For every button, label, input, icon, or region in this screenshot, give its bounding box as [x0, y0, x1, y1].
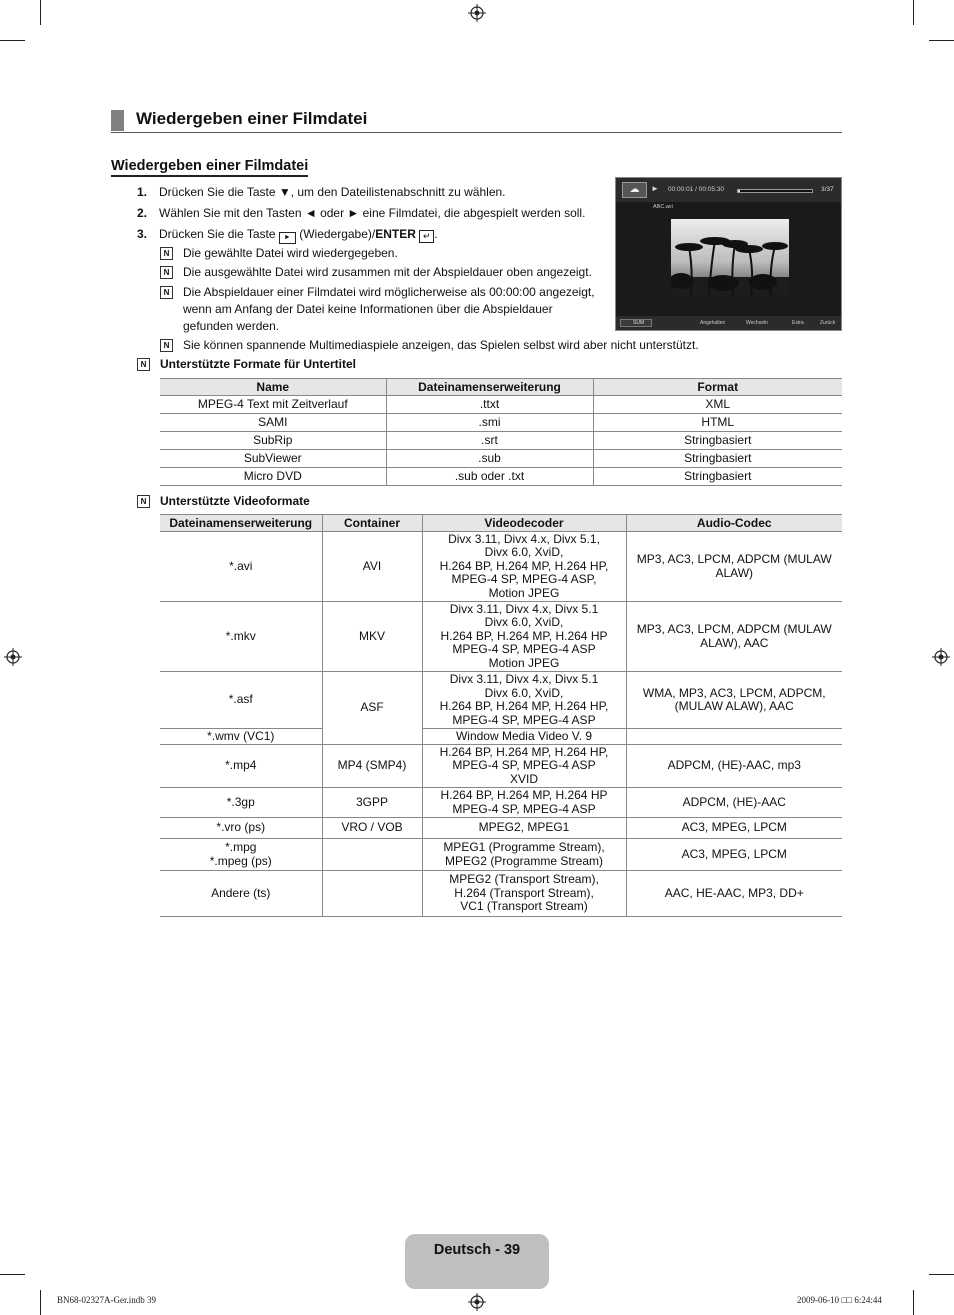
cell-line: *.mp4 [225, 758, 257, 773]
cell-line: *.wmv (VC1) [207, 728, 275, 743]
cell-line: AC3, MPEG, LPCM [681, 820, 787, 835]
cell-line: Andere (ts) [211, 885, 271, 900]
note-text: Sie können spannende Multimediaspiele anzeigen, das Spielen selbst wird aber nicht unterstützt. [183, 338, 699, 352]
table-row [160, 396, 842, 414]
table-row [160, 729, 842, 745]
table-cell [422, 532, 626, 602]
cell-line: MPEG-4 SP, MPEG-4 ASP, [451, 572, 597, 587]
note-text: Unterstützte Videoformate [160, 494, 310, 508]
screen-top-bar [616, 178, 841, 202]
table-row [160, 432, 842, 450]
cell-line: *.mpg [225, 840, 257, 854]
table-row [160, 414, 842, 432]
cell-line: MPEG-4 SP, MPEG-4 ASP [452, 801, 596, 816]
note-icon: N [160, 339, 173, 352]
note [160, 284, 610, 336]
cell-line: Divx 3.11, Divx 4.x, Divx 5.1 [449, 601, 599, 616]
table-cell [422, 745, 626, 788]
video-frame-palm-trees [671, 219, 789, 296]
table-cell [322, 871, 422, 917]
note-icon: N [137, 495, 150, 508]
crop-mark [929, 40, 954, 41]
column-header: Dateinamenserweiterung [160, 515, 322, 532]
cell-line: ALAW), AAC [700, 635, 769, 650]
table-row [160, 450, 842, 468]
cell-line: MPEG-4 SP, MPEG-4 ASP [452, 758, 596, 773]
cell-line: *.mkv [225, 628, 256, 643]
step-number: 1. [137, 185, 148, 199]
cell-line: *.3gp [226, 794, 255, 809]
playback-time: 00:00:01 / 00:05:30 [668, 186, 725, 193]
table-cell [160, 745, 322, 788]
table-cell: Stringbasiert [593, 432, 842, 450]
column-header: Container [322, 515, 422, 532]
table-row [160, 468, 842, 486]
cell-line: H.264 (Transport Stream), [454, 885, 594, 900]
table-row [160, 871, 842, 917]
extra-hint: Extra [792, 320, 804, 326]
progress-bar [737, 189, 813, 193]
enter-label: ENTER [375, 227, 416, 241]
registration-mark-icon [468, 4, 486, 22]
table-cell [160, 818, 322, 839]
table-cell [422, 788, 626, 818]
return-hint: Zurück [820, 320, 836, 326]
table-cell: Stringbasiert [593, 468, 842, 486]
table-cell [626, 729, 842, 745]
cell-line: Motion JPEG [488, 585, 560, 600]
cell-line: MP3, AC3, LPCM, ADPCM (MULAW [636, 552, 832, 566]
cell-line: Motion JPEG [488, 655, 560, 670]
column-header: Dateinamenserweiterung [386, 379, 593, 396]
sum-label: SUM [620, 319, 652, 327]
table-cell: .sub oder .txt [386, 468, 593, 486]
table-row [160, 745, 842, 788]
table-cell [626, 818, 842, 839]
table-cell: SAMI [160, 414, 386, 432]
table-cell [422, 602, 626, 672]
cell-line: MP3, AC3, LPCM, ADPCM (MULAW [636, 622, 832, 636]
screen-bottom-bar [616, 316, 841, 330]
note-text: wenn am Anfang der Datei keine Informationen über die Abspieldauer [183, 302, 553, 316]
table-cell: 3GPP [322, 788, 422, 818]
table-cell: MP4 (SMP4) [322, 745, 422, 788]
note-text: gefunden werden. [183, 319, 280, 333]
palm-trees-image [671, 219, 789, 296]
note-icon: N [160, 247, 173, 260]
step-text: Drücken Sie die Taste ▼, um den Dateilistenabschnitt zu wählen. [159, 185, 506, 199]
note-text: Die gewählte Datei wird wiedergegeben. [183, 246, 398, 260]
cell-line: MPEG1 (Programme Stream), [443, 840, 605, 854]
table-row [160, 839, 842, 871]
table-cell [626, 745, 842, 788]
registration-mark-icon [4, 648, 22, 666]
cell-line: ADPCM, (HE)-AAC, mp3 [667, 758, 801, 773]
cell-line: ADPCM, (HE)-AAC [682, 794, 786, 809]
table-cell: SubRip [160, 432, 386, 450]
table-cell [626, 532, 842, 602]
table-row [160, 602, 842, 672]
table-cell [160, 672, 322, 729]
progress-fill [738, 190, 740, 192]
section-header [111, 108, 842, 133]
crop-mark [40, 0, 41, 25]
cell-line: *.avi [229, 558, 253, 573]
column-header: Audio-Codec [626, 515, 842, 532]
table-cell [422, 672, 626, 729]
column-header: Name [160, 379, 386, 396]
cell-line: H.264 BP, H.264 MP, H.264 HP, [439, 558, 609, 573]
registration-mark-icon [468, 1293, 486, 1311]
cell-line: (MULAW ALAW), AAC [674, 699, 794, 713]
video-formats-table [160, 514, 842, 917]
cell-line: MPEG2, MPEG1 [478, 820, 570, 835]
table-cell: HTML [593, 414, 842, 432]
table-cell [160, 788, 322, 818]
cell-line: *.asf [228, 692, 253, 707]
crop-mark [929, 1274, 954, 1275]
table-cell [160, 532, 322, 602]
column-header: Videodecoder [422, 515, 626, 532]
print-slug-right: 2009-06-10 □□ 6:24:44 [797, 1295, 882, 1305]
step-text-part: Drücken Sie die Taste [159, 227, 276, 241]
cell-line: MPEG2 (Transport Stream), [449, 872, 599, 887]
table-cell [626, 602, 842, 672]
table-cell [160, 602, 322, 672]
cell-line: XVID [509, 771, 538, 786]
step-text-part: . [434, 227, 438, 241]
section-header-bar [111, 110, 124, 131]
crop-mark [0, 1274, 25, 1275]
table-cell [626, 672, 842, 729]
step-number: 2. [137, 206, 148, 220]
play-button-icon: ► [279, 232, 296, 244]
subsection-title: Wiedergeben einer Filmdatei [111, 158, 308, 177]
registration-mark-icon [932, 648, 950, 666]
table-cell [160, 729, 322, 745]
table-cell [422, 818, 626, 839]
table-cell [322, 839, 422, 871]
note-icon: N [160, 266, 173, 279]
subtitle-formats-table [160, 378, 842, 486]
table-row [160, 532, 842, 602]
table-cell: MPEG-4 Text mit Zeitverlauf [160, 396, 386, 414]
table-row [160, 788, 842, 818]
table-cell: .smi [386, 414, 593, 432]
crop-mark [913, 0, 914, 25]
table-cell: Stringbasiert [593, 450, 842, 468]
step-text: Wählen Sie mit den Tasten ◄ oder ► eine Filmdatei, die abgespielt werden soll. [159, 206, 586, 220]
cell-line: MPEG-4 SP, MPEG-4 ASP [452, 642, 596, 657]
note-icon: N [137, 358, 150, 371]
cell-line: H.264 BP, H.264 MP, H.264 HP, [439, 744, 609, 759]
table-row [160, 672, 842, 729]
table-cell: ASF [322, 672, 422, 745]
pause-hint: Angehalten [700, 320, 726, 326]
table-cell: .sub [386, 450, 593, 468]
cell-line: VC1 (Transport Stream) [460, 899, 588, 914]
table-cell: SubViewer [160, 450, 386, 468]
cell-line: H.264 BP, H.264 MP, H.264 HP [440, 628, 608, 643]
cell-line: AC3, MPEG, LPCM [681, 846, 787, 861]
media-logo-icon: ☁ [622, 182, 647, 198]
change-hint: Wechseln [746, 320, 768, 326]
cell-line: MPEG2 (Programme Stream) [444, 853, 604, 868]
note-icon: N [160, 286, 173, 299]
crop-mark [40, 1290, 41, 1315]
cell-line: MPEG-4 SP, MPEG-4 ASP [452, 712, 596, 727]
column-header: Format [593, 379, 842, 396]
table-cell [626, 871, 842, 917]
cell-line: Divx 6.0, XviD, [484, 685, 564, 700]
print-slug-left: BN68-02327A-Ger.indb 39 [57, 1295, 156, 1305]
cell-line: *.mpeg (ps) [209, 853, 272, 868]
section-title: Wiedergeben einer Filmdatei [136, 109, 368, 128]
cell-line: Divx 6.0, XviD, [484, 615, 564, 630]
table-cell [422, 839, 626, 871]
table-cell [160, 839, 322, 871]
cell-line: Divx 3.11, Divx 4.x, Divx 5.1, [448, 531, 600, 546]
table-cell [626, 839, 842, 871]
cell-line: AAC, HE-AAC, MP3, DD+ [664, 885, 804, 900]
table-cell [626, 788, 842, 818]
cell-line: Divx 6.0, XviD, [484, 545, 564, 560]
cell-line: H.264 BP, H.264 MP, H.264 HP, [439, 699, 609, 713]
step-text-part: (Wiedergabe)/ [299, 227, 376, 241]
table-cell [422, 871, 626, 917]
table-cell: .ttxt [386, 396, 593, 414]
cell-line: WMA, MP3, AC3, LPCM, ADPCM, [642, 685, 826, 700]
tv-screen-preview [615, 177, 842, 331]
table-cell: .srt [386, 432, 593, 450]
crop-mark [913, 1290, 914, 1315]
table-cell: XML [593, 396, 842, 414]
file-count: 3/37 [821, 186, 834, 193]
table-cell [160, 871, 322, 917]
note-text: Die ausgewählte Datei wird zusammen mit der Abspieldauer oben angezeigt. [183, 265, 592, 279]
cell-line: H.264 BP, H.264 MP, H.264 HP [440, 788, 608, 802]
table-row [160, 818, 842, 839]
cell-line: ALAW) [715, 565, 754, 580]
cell-line: *.vro (ps) [216, 820, 266, 835]
table-cell: AVI [322, 532, 422, 602]
table-cell: MKV [322, 602, 422, 672]
page-label: Deutsch - 39 [433, 1242, 521, 1258]
enter-icon: ↵ [419, 230, 434, 243]
play-icon: ► [651, 184, 659, 193]
table-cell: VRO / VOB [322, 818, 422, 839]
table-cell: Micro DVD [160, 468, 386, 486]
note-text: Die Abspieldauer einer Filmdatei wird möglicherweise als 00:00:00 angezeigt, [183, 285, 595, 299]
file-name: ABC.avi [653, 204, 673, 210]
page-number-tab [405, 1234, 549, 1289]
table-cell [422, 729, 626, 745]
crop-mark [0, 40, 25, 41]
step-text [159, 227, 438, 244]
step-number: 3. [137, 227, 148, 241]
cell-line: Window Media Video V. 9 [455, 728, 593, 743]
note-text: Unterstützte Formate für Untertitel [160, 357, 357, 371]
cell-line: Divx 3.11, Divx 4.x, Divx 5.1 [449, 672, 599, 686]
